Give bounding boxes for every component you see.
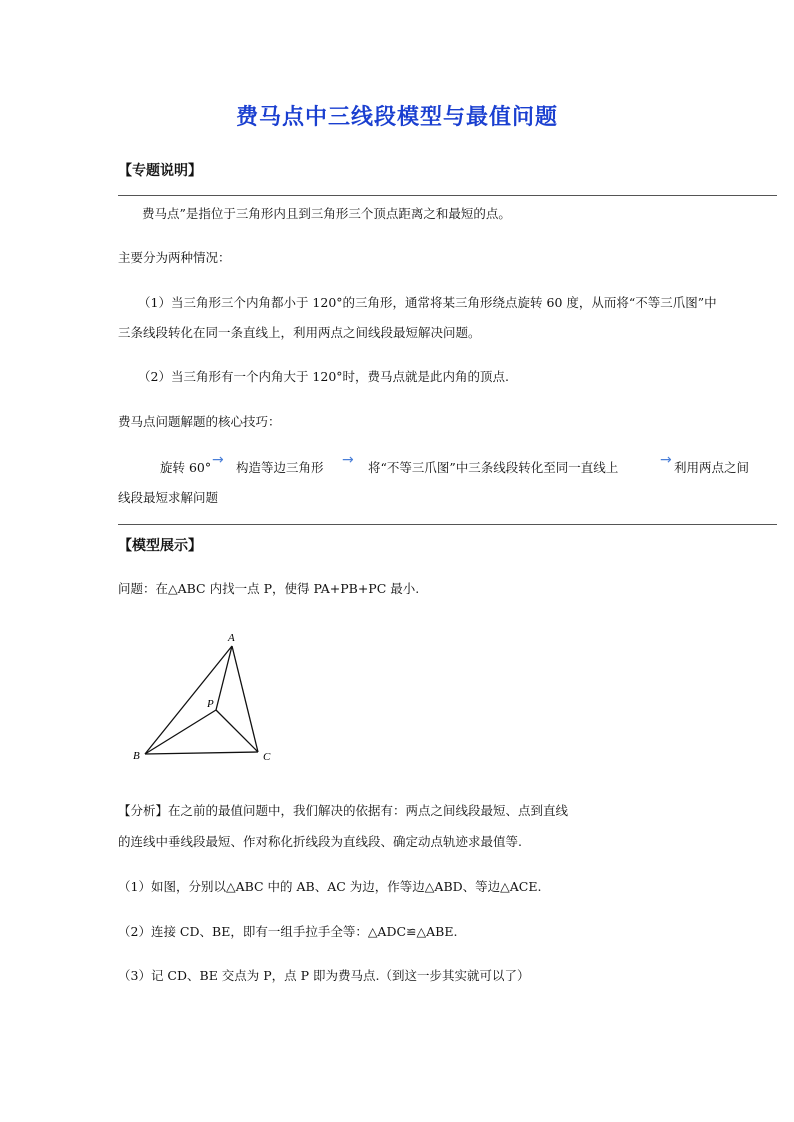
arrow-icon: → bbox=[342, 452, 354, 468]
divider bbox=[118, 524, 777, 525]
techniques-intro: 费马点问题解题的核心技巧： bbox=[118, 414, 281, 429]
step3-text: （3）记 CD、BE 交点为 P，点 P 即为费马点.（到这一步其实就可以了） bbox=[118, 968, 530, 983]
technique-step-transform: 将“不等三爪图”中三条线段转化至同一直线上 bbox=[368, 460, 619, 475]
technique-step-shortest-cont: 线段最短求解问题 bbox=[118, 490, 219, 505]
step2-text: （2）连接 CD、BE，即有一组手拉手全等：△ADC≌△ABE. bbox=[118, 924, 458, 939]
segment-ac bbox=[232, 646, 258, 752]
intro-text: 主要分为两种情况： bbox=[118, 250, 231, 265]
case1-line1: （1）当三角形三个内角都小于 120°的三角形，通常将某三角形绕点旋转 60 度，从而将“不等三爪图”中 bbox=[138, 295, 717, 310]
arrow-icon: → bbox=[660, 452, 672, 468]
divider bbox=[118, 195, 777, 196]
technique-step-shortest: 利用两点之间 bbox=[674, 460, 750, 475]
analysis-line2: 的连线中垂线段最短、作对称化折线段为直线段、确定动点轨迹求最值等. bbox=[118, 834, 522, 849]
segment-bc bbox=[145, 752, 258, 754]
case2-text: （2）当三角形有一个内角大于 120°时，费马点就是此内角的顶点. bbox=[138, 369, 510, 384]
point-label-p: P bbox=[207, 698, 214, 710]
definition-text: 费马点”是指位于三角形内且到三角形三个顶点距离之和最短的点。 bbox=[142, 206, 511, 221]
segment-pb bbox=[145, 710, 216, 754]
segment-pc bbox=[216, 710, 258, 752]
technique-step-rotate: 旋转 60° bbox=[160, 460, 212, 475]
section-heading-model: 【模型展示】 bbox=[118, 538, 202, 554]
step1-text: （1）如图，分别以△ABC 中的 AB、AC 为边，作等边△ABD、等边△ACE. bbox=[118, 879, 542, 894]
case1-line2: 三条线段转化在同一条直线上，利用两点之间线段最短解决问题。 bbox=[118, 325, 481, 340]
arrow-icon: → bbox=[212, 452, 224, 468]
analysis-line1: 【分析】在之前的最值问题中，我们解决的依据有：两点之间线段最短、点到直线 bbox=[118, 803, 569, 818]
problem-text: 问题：在△ABC 内找一点 P，使得 PA+PB+PC 最小. bbox=[118, 581, 420, 596]
technique-step-construct: 构造等边三角形 bbox=[236, 460, 324, 475]
vertex-label-a: A bbox=[228, 632, 235, 644]
vertex-label-b: B bbox=[133, 750, 140, 762]
triangle-figure bbox=[125, 628, 285, 773]
section-heading-description: 【专题说明】 bbox=[118, 163, 202, 179]
page-title: 费马点中三线段模型与最值问题 bbox=[235, 105, 558, 130]
vertex-label-c: C bbox=[263, 751, 271, 763]
